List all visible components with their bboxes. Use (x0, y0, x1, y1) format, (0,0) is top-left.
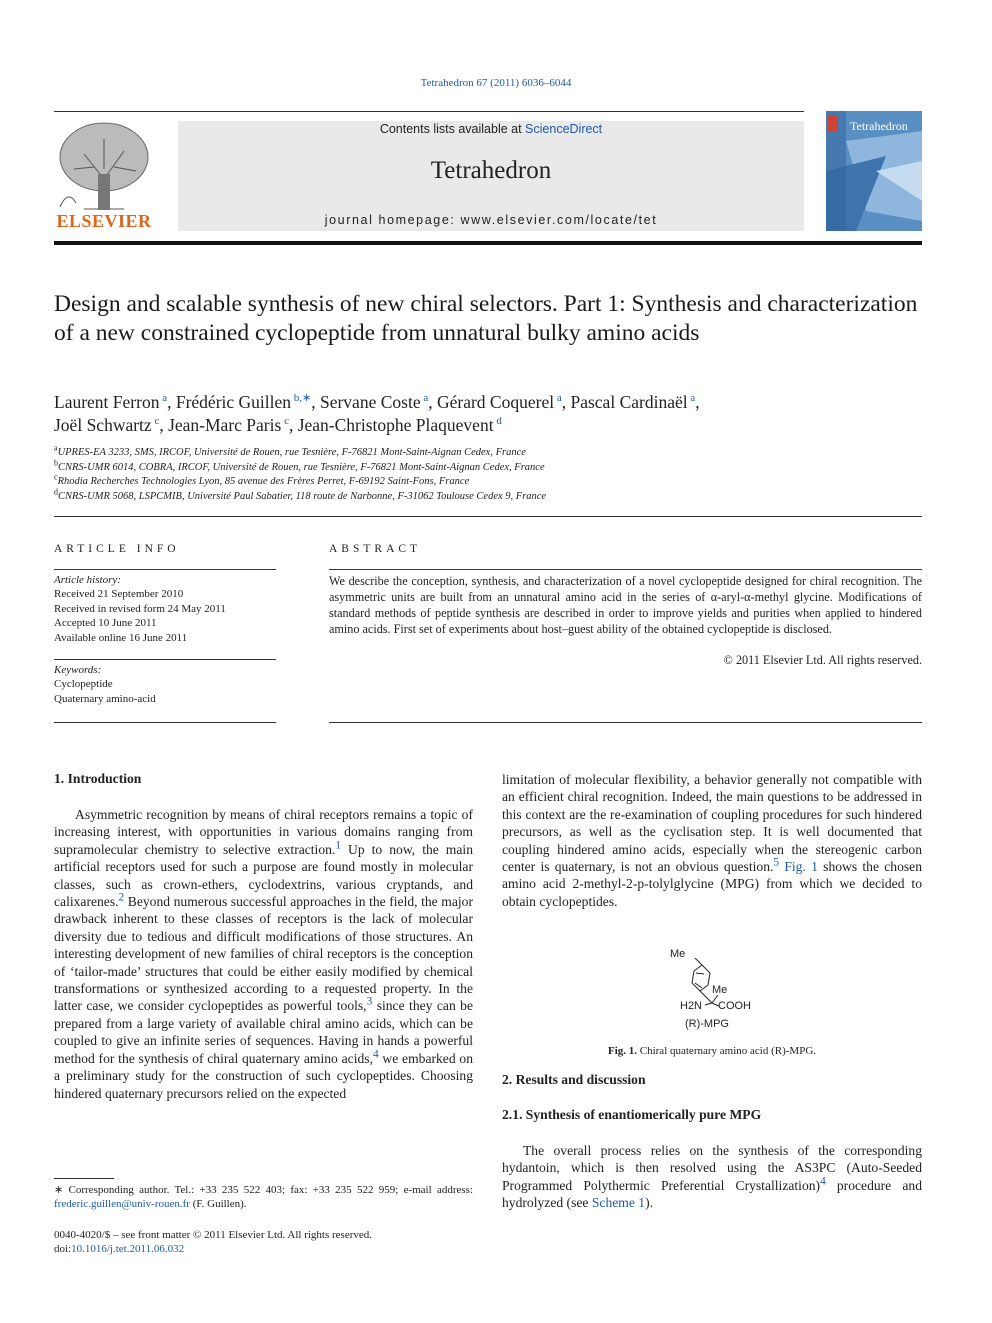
doi-line: doi:10.1016/j.tet.2011.06.032 (54, 1243, 185, 1256)
header-rule (54, 111, 804, 112)
methyl-top-label: Me (670, 948, 686, 960)
affiliation: $^a$UPRES-EA 3233, SMS, IRCOF, Université de Rouen, rue Tesnière, F-76821 Mont-Saint-Aignan Cedex, France (54, 443, 526, 458)
figure-link[interactable]: Fig. 1 (784, 859, 818, 875)
article-info-heading: ARTICLE INFO (54, 543, 180, 555)
author[interactable]: Pascal Cardinaël $^a$, (570, 392, 700, 412)
doi-link[interactable]: 10.1016/j.tet.2011.06.032 (71, 1243, 185, 1256)
affiliations (54, 443, 922, 504)
carboxyl-label: COOH (718, 1000, 751, 1012)
elsevier-wordmark: ELSEVIER (56, 211, 152, 231)
elsevier-logo[interactable] (54, 119, 154, 233)
scheme-link[interactable]: Scheme 1 (591, 1195, 646, 1211)
reference-link[interactable]: 5 (773, 856, 780, 869)
article-history (54, 573, 276, 645)
compound-label: (R)-MPG (685, 1018, 729, 1030)
introduction-paragraph: Asymmetric recognition by means of chiral receptors remains a topic of increasing interest, with opportunities in various domains ranging from supramolecular chemistry to selective extraction.$^1$ Up to now, the main artificial receptors used for such a purpose are found mostly in molecular classes, such as crown-ethers, cyclodextrins, various cryptands, and calixarenes.$^2$ Beyond numerous successful approaches in the field, the major drawback inherent to these classes of receptors is the lack of molecular diversity due to tedious and difficult modifications of those structures. An interesting development of new families of chiral receptors is the conception of ‘tailor-made’ structures that could be either easily modified by chemical transformations or synthesized according to a requested property. In the latter case, we consider cyclopeptides as powerful tools,$^3$ since they can be prepared from a large variety of available chiral amino acids, which can be coupled to give an infinite series of sequences. Having in hands a powerful method for the synthesis of chiral quaternary amino acids,$^4$ we embarked on a preliminary study for the construction of such cyclopeptides. Choosing hindered quaternary precursors relied on the expected (54, 807, 474, 1101)
introduction-heading: 1. Introduction (54, 771, 142, 786)
contents-line (178, 122, 804, 136)
info-rule (54, 659, 276, 660)
keyword: Quaternary amino-acid (54, 692, 156, 705)
reference-link[interactable]: 4 (372, 1048, 379, 1061)
author[interactable]: Jean-Marc Paris $^c$, (168, 415, 298, 435)
header-thick-rule (54, 241, 922, 245)
author[interactable]: Frédéric Guillen $^{b,∗}$, (175, 392, 320, 412)
reference-link[interactable]: 3 (366, 995, 373, 1008)
affiliation: $^d$CNRS-UMR 5068, LSPCMIB, Université Paul Sabatier, 118 route de Narbonne, F-31062 Toulouse Cedex 9, France (54, 487, 547, 502)
history-item: Received in revised form 24 May 2011 (54, 602, 226, 615)
contents-text: Contents lists available at (379, 122, 526, 136)
keyword: Cyclopeptide (54, 678, 113, 691)
amine-label: H2N (680, 1000, 703, 1012)
history-label: Article history: (54, 574, 121, 586)
history-item: Accepted 10 June 2011 (54, 617, 157, 630)
section-divider (54, 516, 922, 517)
info-rule (54, 569, 276, 570)
abstract-text: We describe the conception, synthesis, and characterization of a novel cyclopeptide designed for chiral recognition. The asymmetric units are built from an unnatural amino acid in the series of α-aryl-α-methyl glycine. Modifications of standard methods of peptide synthesis are described in order to improve yields and purities when applied to hindered amino acids. First set of experiments about host–guest ability of the obtained cyclopeptide is disclosed. (329, 574, 922, 637)
journal-cover[interactable] (826, 111, 922, 231)
figure-caption: Fig. 1. Chiral quaternary amino acid (R)-MPG. (607, 1045, 817, 1057)
issn-line: 0040-4020/$ – see front matter © 2011 Elsevier Ltd. All rights reserved. (54, 1229, 373, 1241)
results-paragraph: The overall process relies on the synthesis of the corresponding hydantoin, which is then resolved using the AS3PC (Auto-Seeded Programmed Polythermic Preferential Crystallization)$^4$ procedure and hydrolyzed (see Scheme 1). (502, 1143, 922, 1211)
subsection-heading: 2.1. Synthesis of enantiomerically pure MPG (502, 1107, 762, 1122)
history-item: Received 21 September 2010 (54, 588, 184, 601)
author[interactable]: Joël Schwartz $^c$, (54, 415, 169, 435)
footnote-rule (54, 1178, 114, 1179)
affiliation: $^b$CNRS-UMR 6014, COBRA, IRCOF, Université de Rouen, rue Tesnière, F-76821 Mont-Saint-Aignan Cedex, France (54, 458, 545, 473)
methyl-side-label: Me (712, 984, 728, 996)
author[interactable]: Servane Coste $^a$, (319, 392, 437, 412)
abstract-heading: ABSTRACT (329, 543, 422, 555)
reference-link[interactable]: 4 (820, 1175, 826, 1188)
journal-title: Tetrahedron (430, 157, 552, 184)
front-matter (54, 1228, 473, 1257)
reference-link[interactable]: 2 (118, 891, 125, 904)
abstract-rule (329, 722, 922, 723)
affiliation: $^c$Rhodia Recherches Technologies Lyon, 85 avenue des Frères Perret, F-69192 Saint-Fons, France (54, 472, 470, 487)
keywords (54, 663, 276, 706)
keywords-label: Keywords: (54, 664, 102, 676)
abstract-copyright: © 2011 Elsevier Ltd. All rights reserved. (723, 653, 922, 667)
chemical-structure-figure (660, 945, 780, 1035)
info-rule (54, 722, 276, 723)
introduction-paragraph-continued: limitation of molecular flexibility, a behavior generally not compatible with an efficient chiral recognition. Indeed, the main questions to be addressed in this context are the re-examination of coupling procedures for such hindered precursors, as well as the cyclisation step. It is well documented that coupling hindered amino acids, especially when the stereogenic carbon center is quaternary, is not an obvious question.$^5$ Fig. 1 shows the chosen amino acid 2-methyl-2-p-tolylglycine (MPG) from which we decided to obtain cyclopeptides. (502, 772, 922, 909)
reference-link[interactable]: 1 (335, 839, 342, 852)
journal-citation[interactable]: Tetrahedron 67 (2011) 6036–6044 (420, 77, 572, 89)
corresponding-author-footnote: ∗ Corresponding author. Tel.: +33 235 522 403; fax: +33 235 522 959; e-mail address: frederic.guillen@univ-rouen.fr (F. Guillen). (54, 1184, 473, 1211)
sciencedirect-link[interactable]: ScienceDirect (525, 122, 603, 136)
results-heading: 2. Results and discussion (502, 1072, 646, 1087)
author[interactable]: Jean-Christophe Plaquevent $^d$ (297, 415, 502, 435)
mpg-structure (660, 945, 780, 1035)
cover-title: Tetrahedron (850, 119, 908, 133)
history-item: Available online 16 June 2011 (54, 631, 188, 644)
journal-homepage[interactable]: journal homepage: www.elsevier.com/locate/tet (324, 213, 658, 227)
author[interactable]: Laurent Ferron $^a$, (54, 392, 176, 412)
author[interactable]: Gérard Coquerel $^a$, (436, 392, 571, 412)
email-link[interactable]: frederic.guillen@univ-rouen.fr (54, 1198, 190, 1211)
abstract-rule (329, 569, 922, 570)
author-list (54, 391, 922, 437)
article-title: Design and scalable synthesis of new chiral selectors. Part 1: Synthesis and characterization of a new constrained cyclopeptide from unnatural bulky amino acids (54, 291, 918, 346)
